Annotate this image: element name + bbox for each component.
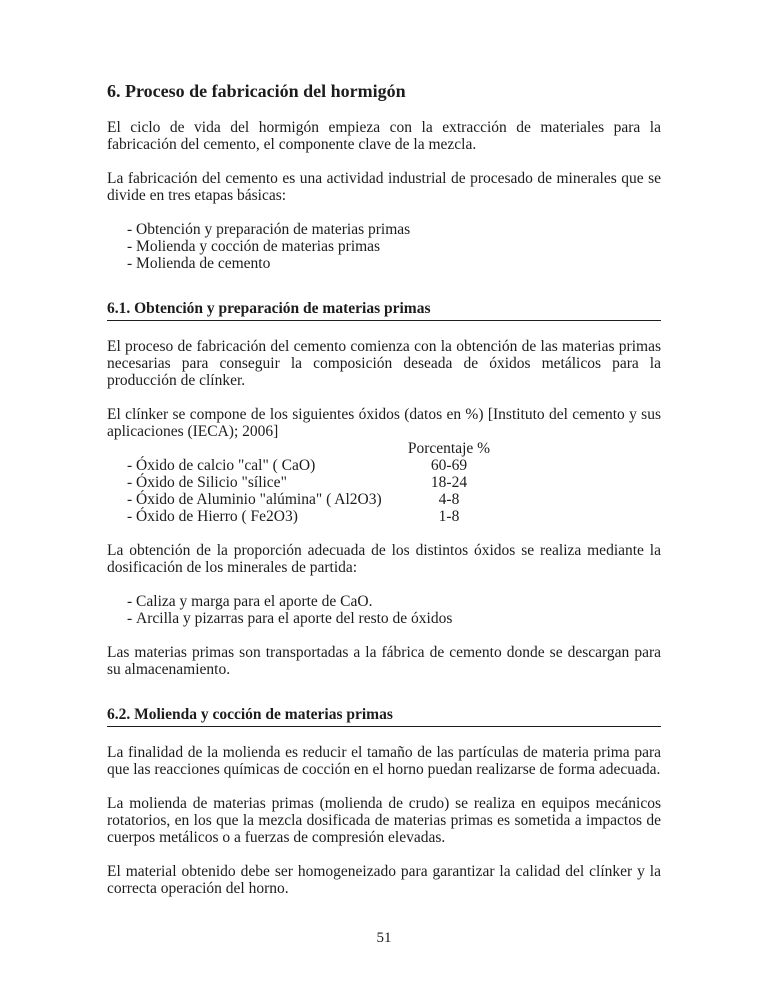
section-61-paragraph-1: El proceso de fabricación del cemento comienza con la obtención de las materias primas necesarias para conseguir la composición deseada de óxidos metálicos para la producción de clínker. bbox=[107, 338, 661, 389]
section-heading-6-1: 6.1. Obtención y preparación de materias primas bbox=[107, 300, 661, 321]
list-item: - Arcilla y pizarras para el aporte del resto de óxidos bbox=[107, 610, 661, 627]
section-62-paragraph-1: La finalidad de la molienda es reducir el tamaño de las partículas de materia prima para que las reacciones químicas de cocción en el horno puedan realizarse de forma adecuada. bbox=[107, 744, 661, 778]
table-header-row bbox=[107, 440, 661, 457]
intro-paragraph-2: La fabricación del cemento es una actividad industrial de procesado de minerales que se divide en tres etapas básicas: bbox=[107, 170, 661, 204]
table-row bbox=[107, 508, 661, 525]
section-61-paragraph-3: La obtención de la proporción adecuada de los distintos óxidos se realiza mediante la dosificación de los minerales de partida: bbox=[107, 542, 661, 576]
oxide-label: - Óxido de Aluminio "alúmina" ( Al2O3) bbox=[107, 491, 661, 508]
oxide-table bbox=[107, 440, 661, 525]
list-item: - Molienda y cocción de materias primas bbox=[107, 238, 661, 255]
table-row bbox=[107, 474, 661, 491]
page-number: 51 bbox=[376, 930, 392, 946]
list-item: - Molienda de cemento bbox=[107, 255, 661, 272]
section-heading-6-2: 6.2. Molienda y cocción de materias primas bbox=[107, 706, 661, 727]
section-61-paragraph-4: Las materias primas son transportadas a la fábrica de cemento donde se descargan para su almacenamiento. bbox=[107, 644, 661, 678]
intro-paragraph-1: El ciclo de vida del hormigón empieza con la extracción de materiales para la fabricación del cemento, el componente clave de la mezcla. bbox=[107, 119, 661, 153]
oxide-value: 18-24 bbox=[430, 474, 468, 491]
minerals-list bbox=[107, 593, 661, 627]
oxide-value: 1-8 bbox=[438, 508, 460, 525]
table-row bbox=[107, 457, 661, 474]
page-title: 6. Proceso de fabricación del hormigón bbox=[107, 81, 406, 101]
table-row bbox=[107, 491, 661, 508]
section-62-paragraph-3: El material obtenido debe ser homogeneizado para garantizar la calidad del clínker y la correcta operación del horno. bbox=[107, 863, 661, 897]
oxide-value: 60-69 bbox=[430, 457, 468, 474]
section-62-paragraph-2: La molienda de materias primas (molienda de crudo) se realiza en equipos mecánicos rotatorios, en los que la mezcla dosificada de materias primas es sometida a impactos de cuerpos metálicos o a fuerzas de compresión elevadas. bbox=[107, 795, 661, 846]
stages-list bbox=[107, 221, 661, 272]
table-header-porcentaje: Porcentaje % bbox=[407, 440, 491, 457]
oxide-value: 4-8 bbox=[438, 491, 460, 508]
list-item: - Obtención y preparación de materias primas bbox=[107, 221, 661, 238]
list-item: - Caliza y marga para el aporte de CaO. bbox=[107, 593, 661, 610]
section-61-paragraph-2: El clínker se compone de los siguientes óxidos (datos en %) [Instituto del cemento y sus aplicaciones (IECA); 2006] bbox=[107, 406, 661, 440]
oxide-label: - Óxido de Hierro ( Fe2O3) bbox=[107, 508, 661, 525]
oxide-label: - Óxido de calcio "cal" ( CaO) bbox=[107, 457, 661, 474]
oxide-label: - Óxido de Silicio "sílice" bbox=[107, 474, 661, 491]
